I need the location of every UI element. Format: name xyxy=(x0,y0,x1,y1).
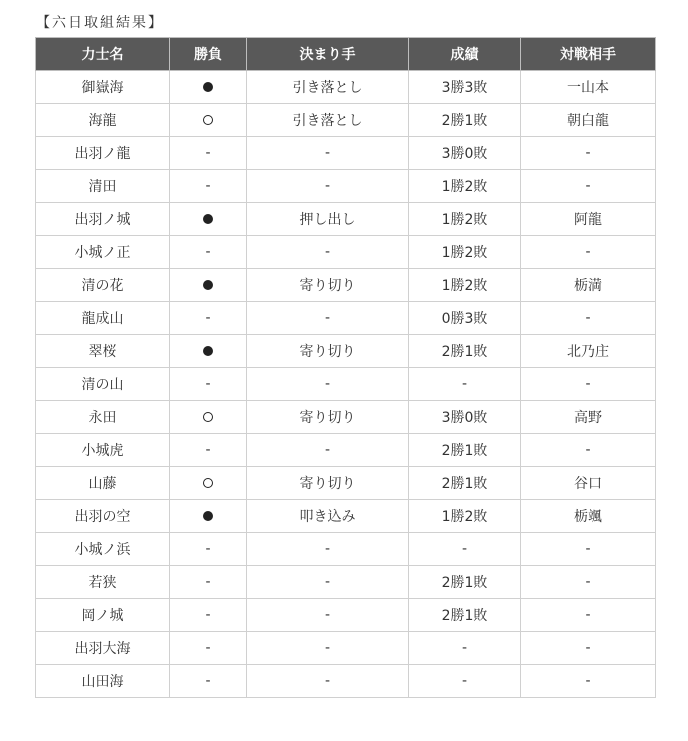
kimarite-cell: - xyxy=(247,599,409,632)
kimarite-cell: - xyxy=(247,632,409,665)
opponent-cell: 北乃庄 xyxy=(521,335,656,368)
opponent-cell: 谷口 xyxy=(521,467,656,500)
result-cell xyxy=(170,203,247,236)
result-cell xyxy=(170,599,247,632)
no-bout-dash: - xyxy=(205,376,211,392)
record-cell: 3勝0敗 xyxy=(409,401,521,434)
win-circle-icon xyxy=(203,478,213,488)
table-row xyxy=(36,302,656,335)
table-row xyxy=(36,71,656,104)
table-row xyxy=(36,137,656,170)
table-row xyxy=(36,335,656,368)
column-header-kimarite: 決まり手 xyxy=(247,38,409,71)
result-cell xyxy=(170,71,247,104)
results-table xyxy=(35,37,656,698)
table-row xyxy=(36,236,656,269)
record-cell: 0勝3敗 xyxy=(409,302,521,335)
rikishi-name-cell: 清の山 xyxy=(36,368,170,401)
record-cell: 2勝1敗 xyxy=(409,335,521,368)
record-cell: 1勝2敗 xyxy=(409,203,521,236)
table-row xyxy=(36,104,656,137)
result-cell xyxy=(170,302,247,335)
result-cell xyxy=(170,368,247,401)
rikishi-name-cell: 海龍 xyxy=(36,104,170,137)
rikishi-name-cell: 翠桜 xyxy=(36,335,170,368)
record-cell: - xyxy=(409,533,521,566)
opponent-cell: 栃満 xyxy=(521,269,656,302)
result-cell xyxy=(170,236,247,269)
record-cell: 1勝2敗 xyxy=(409,500,521,533)
result-cell xyxy=(170,632,247,665)
kimarite-cell: 押し出し xyxy=(247,203,409,236)
opponent-cell: - xyxy=(521,566,656,599)
record-cell: 1勝2敗 xyxy=(409,236,521,269)
loss-circle-icon xyxy=(203,346,213,356)
record-cell: - xyxy=(409,665,521,698)
table-row xyxy=(36,203,656,236)
rikishi-name-cell: 出羽の空 xyxy=(36,500,170,533)
table-row xyxy=(36,434,656,467)
opponent-cell: - xyxy=(521,368,656,401)
result-cell xyxy=(170,566,247,599)
column-header-record: 成績 xyxy=(409,38,521,71)
kimarite-cell: - xyxy=(247,170,409,203)
record-cell: 2勝1敗 xyxy=(409,467,521,500)
kimarite-cell: - xyxy=(247,236,409,269)
opponent-cell: 朝白龍 xyxy=(521,104,656,137)
result-cell xyxy=(170,335,247,368)
table-row xyxy=(36,533,656,566)
result-cell xyxy=(170,467,247,500)
kimarite-cell: - xyxy=(247,665,409,698)
opponent-cell: - xyxy=(521,170,656,203)
result-cell xyxy=(170,401,247,434)
win-circle-icon xyxy=(203,412,213,422)
loss-circle-icon xyxy=(203,511,213,521)
opponent-cell: - xyxy=(521,236,656,269)
kimarite-cell: - xyxy=(247,302,409,335)
record-cell: 3勝0敗 xyxy=(409,137,521,170)
rikishi-name-cell: 山藤 xyxy=(36,467,170,500)
result-cell xyxy=(170,665,247,698)
opponent-cell: - xyxy=(521,434,656,467)
record-cell: 3勝3敗 xyxy=(409,71,521,104)
result-cell xyxy=(170,170,247,203)
kimarite-cell: 引き落とし xyxy=(247,71,409,104)
kimarite-cell: 寄り切り xyxy=(247,269,409,302)
rikishi-name-cell: 清田 xyxy=(36,170,170,203)
table-row xyxy=(36,566,656,599)
table-row xyxy=(36,632,656,665)
column-header-opponent: 対戦相手 xyxy=(521,38,656,71)
opponent-cell: - xyxy=(521,137,656,170)
rikishi-name-cell: 出羽ノ龍 xyxy=(36,137,170,170)
no-bout-dash: - xyxy=(205,310,211,326)
result-cell xyxy=(170,269,247,302)
no-bout-dash: - xyxy=(205,145,211,161)
kimarite-cell: - xyxy=(247,434,409,467)
result-cell xyxy=(170,434,247,467)
record-cell: - xyxy=(409,632,521,665)
table-row xyxy=(36,665,656,698)
opponent-cell: 阿龍 xyxy=(521,203,656,236)
opponent-cell: - xyxy=(521,599,656,632)
kimarite-cell: 引き落とし xyxy=(247,104,409,137)
opponent-cell: 栃颯 xyxy=(521,500,656,533)
rikishi-name-cell: 出羽ノ城 xyxy=(36,203,170,236)
header-row xyxy=(36,38,656,71)
result-cell xyxy=(170,104,247,137)
result-cell xyxy=(170,533,247,566)
rikishi-name-cell: 山田海 xyxy=(36,665,170,698)
record-cell: 2勝1敗 xyxy=(409,566,521,599)
no-bout-dash: - xyxy=(205,673,211,689)
opponent-cell: - xyxy=(521,533,656,566)
rikishi-name-cell: 清の花 xyxy=(36,269,170,302)
table-row xyxy=(36,269,656,302)
rikishi-name-cell: 龍成山 xyxy=(36,302,170,335)
rikishi-name-cell: 若狭 xyxy=(36,566,170,599)
loss-circle-icon xyxy=(203,214,213,224)
win-circle-icon xyxy=(203,115,213,125)
page-caption: 【六日取組結果】 xyxy=(36,15,164,31)
kimarite-cell: 寄り切り xyxy=(247,467,409,500)
result-cell xyxy=(170,137,247,170)
record-cell: 1勝2敗 xyxy=(409,269,521,302)
table-row xyxy=(36,170,656,203)
rikishi-name-cell: 岡ノ城 xyxy=(36,599,170,632)
opponent-cell: 一山本 xyxy=(521,71,656,104)
rikishi-name-cell: 御嶽海 xyxy=(36,71,170,104)
no-bout-dash: - xyxy=(205,442,211,458)
column-header-name: 力士名 xyxy=(36,38,170,71)
kimarite-cell: 寄り切り xyxy=(247,335,409,368)
results-body xyxy=(36,71,656,698)
record-cell: 1勝2敗 xyxy=(409,170,521,203)
opponent-cell: - xyxy=(521,302,656,335)
no-bout-dash: - xyxy=(205,640,211,656)
rikishi-name-cell: 小城虎 xyxy=(36,434,170,467)
rikishi-name-cell: 永田 xyxy=(36,401,170,434)
rikishi-name-cell: 小城ノ浜 xyxy=(36,533,170,566)
opponent-cell: - xyxy=(521,665,656,698)
no-bout-dash: - xyxy=(205,541,211,557)
opponent-cell: - xyxy=(521,632,656,665)
no-bout-dash: - xyxy=(205,574,211,590)
loss-circle-icon xyxy=(203,280,213,290)
record-cell: 2勝1敗 xyxy=(409,104,521,137)
record-cell: 2勝1敗 xyxy=(409,599,521,632)
rikishi-name-cell: 小城ノ正 xyxy=(36,236,170,269)
loss-circle-icon xyxy=(203,82,213,92)
no-bout-dash: - xyxy=(205,244,211,260)
table-row xyxy=(36,368,656,401)
opponent-cell: 高野 xyxy=(521,401,656,434)
table-row xyxy=(36,467,656,500)
table-row xyxy=(36,401,656,434)
rikishi-name-cell: 出羽大海 xyxy=(36,632,170,665)
kimarite-cell: - xyxy=(247,137,409,170)
kimarite-cell: - xyxy=(247,533,409,566)
no-bout-dash: - xyxy=(205,607,211,623)
kimarite-cell: 叩き込み xyxy=(247,500,409,533)
record-cell: - xyxy=(409,368,521,401)
no-bout-dash: - xyxy=(205,178,211,194)
result-cell xyxy=(170,500,247,533)
record-cell: 2勝1敗 xyxy=(409,434,521,467)
column-header-result: 勝負 xyxy=(170,38,247,71)
table-row xyxy=(36,599,656,632)
kimarite-cell: - xyxy=(247,368,409,401)
kimarite-cell: 寄り切り xyxy=(247,401,409,434)
kimarite-cell: - xyxy=(247,566,409,599)
table-row xyxy=(36,500,656,533)
